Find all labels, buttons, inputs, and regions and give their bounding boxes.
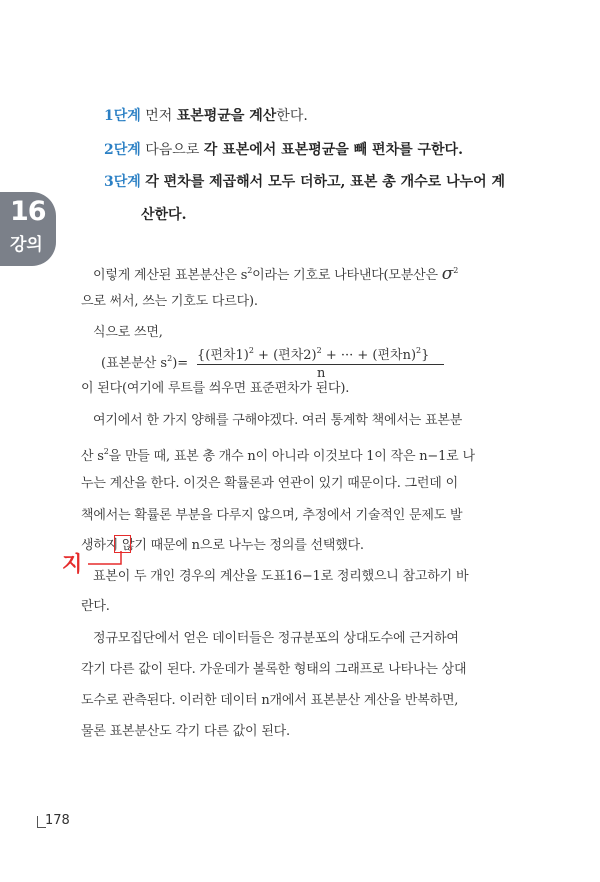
sigma-symbol: σ — [441, 264, 454, 284]
para1-line2: 으로 써서, 쓰는 기호도 다르다). — [81, 294, 258, 309]
step-label: 3단계 — [104, 174, 141, 190]
para2-line4: 책에서는 확률론 부분을 다루지 않으며, 추정에서 기술적인 문제도 발 — [81, 508, 463, 523]
step-3-continuation: 산한다. — [141, 207, 187, 223]
para4-line3: 도수로 관측된다. 이러한 데이터 n개에서 표본분산 계산을 반복하면, — [81, 693, 459, 708]
formula-numerator: {(편차1)$^2$ + (편차2)$^2$ + ··· + (편차n)$^2$} — [197, 346, 430, 363]
page-number: 178 — [45, 813, 70, 828]
para1-line1: 이렇게 계산된 표본분산은 $s^2$이라는 기호로 나타낸다(모분산은 $\sigma^2$ — [93, 264, 459, 284]
annotation-char: 지 — [62, 552, 83, 576]
para4-line4: 물론 표본분산도 각기 다른 값이 된다. — [81, 724, 290, 739]
para3-line1: 표본이 두 개인 경우의 계산을 도표16−1로 정리했으니 참고하기 바 — [93, 569, 469, 584]
fraction-bar — [197, 364, 444, 365]
chapter-word: 강의 — [10, 235, 43, 255]
formula-intro: 식으로 쓰면, — [93, 325, 163, 340]
step-3: 3단계 각 편차를 제곱해서 모두 더하고, 표본 총 개수로 나누어 계 — [104, 174, 506, 190]
formula-lhs: (표본분산 $s^2)=$ — [101, 354, 189, 371]
para2-line2: 산 $s^2$을 만들 때, 표본 총 개수 n이 아니라 이것보다 1이 작은 n−1로 나 — [81, 447, 475, 464]
step-2: 2단계 다음으로 각 표본에서 표본평균을 빼 편차를 구한다. — [104, 142, 463, 158]
para2-line5: 생하지 않기 때문에 n으로 나누는 정의를 선택했다. — [81, 538, 364, 553]
para4-line1: 정규모집단에서 얻은 데이터들은 정규분포의 상대도수에 근거하여 — [93, 631, 459, 646]
step-label: 1단계 — [104, 108, 141, 124]
para3-line2: 란다. — [81, 599, 110, 614]
after-formula: 이 된다(여기에 루트를 씌우면 표준편차가 된다). — [81, 381, 350, 396]
chapter-badge — [0, 192, 56, 266]
chapter-number: 16 — [10, 196, 46, 227]
para2-line1: 여기에서 한 가지 양해를 구해야겠다. 여러 통계학 책에서는 표본분 — [93, 413, 463, 428]
step-label: 2단계 — [104, 142, 141, 158]
para4-line2: 각기 다른 값이 된다. 가운데가 볼록한 형태의 그래프로 나타나는 상대 — [81, 662, 467, 677]
formula-denominator: n — [317, 366, 326, 381]
step-1: 1단계 먼저 표본평균을 계산한다. — [104, 108, 308, 124]
para2-line3: 누는 계산을 한다. 이것은 확률론과 연관이 있기 때문이다. 그런데 이 — [81, 476, 458, 491]
